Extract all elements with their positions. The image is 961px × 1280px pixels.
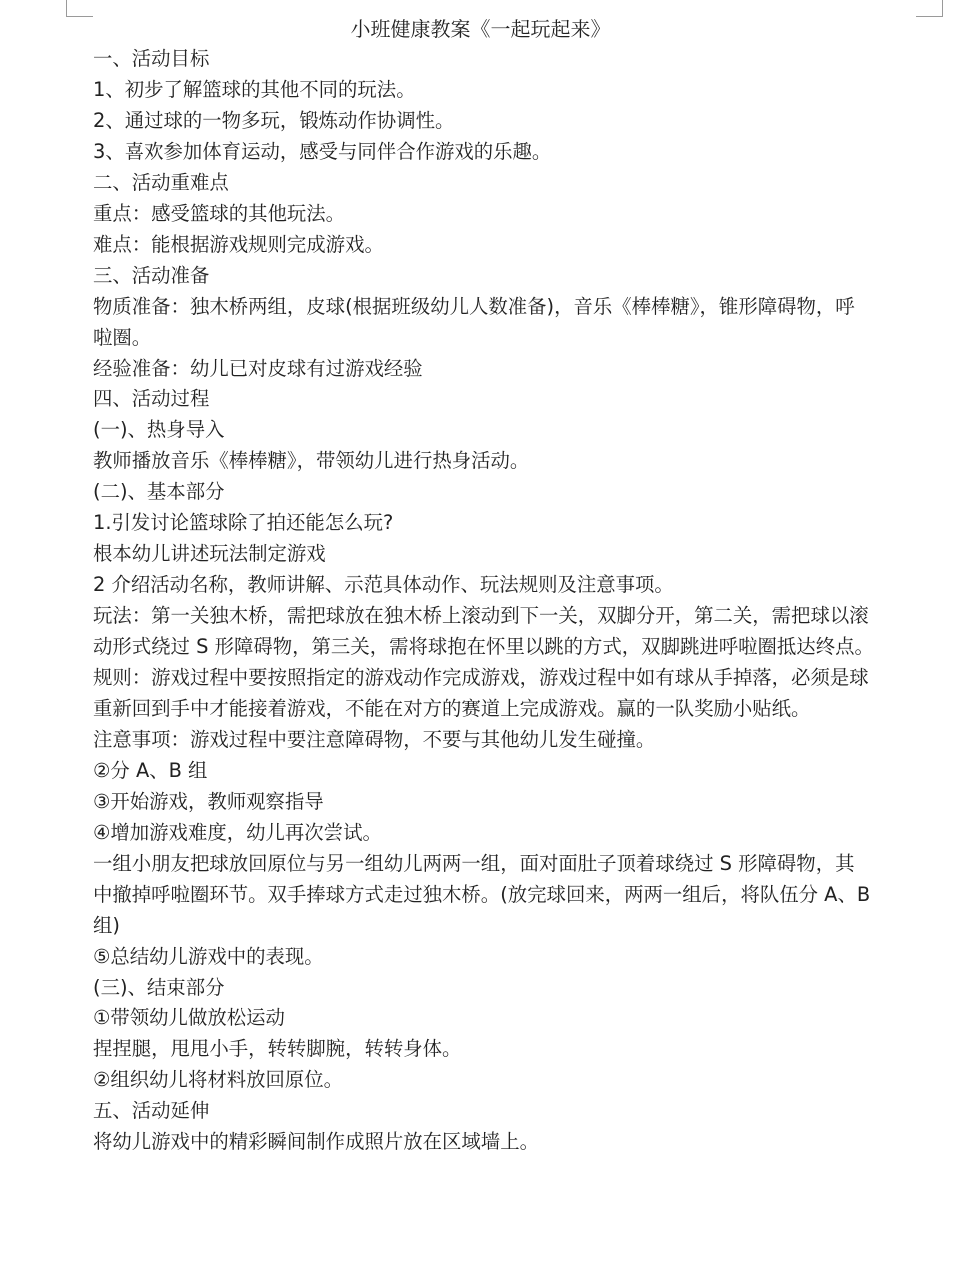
document-line: (一)、热身导入 <box>93 418 225 442</box>
document-line: 2、通过球的一物多玩，锻炼动作协调性。 <box>93 108 455 132</box>
document-line: 二、活动重难点 <box>93 170 229 194</box>
document-title: 小班健康教案《一起玩起来》 <box>350 17 611 41</box>
document-line: 物质准备：独木桥两组，皮球(根据班级幼儿人数准备)，音乐《棒棒糖》，锥形障碍物，呼 <box>93 294 855 318</box>
document-line: 根本幼儿讲述玩法制定游戏 <box>93 542 326 566</box>
document-line: 重新回到手中才能接着游戏，不能在对方的赛道上完成游戏。赢的一队奖励小贴纸。 <box>93 696 811 720</box>
document-line: 重点：感受篮球的其他玩法。 <box>93 201 346 225</box>
document-line: ④增加游戏难度，幼儿再次尝试。 <box>93 820 382 844</box>
document-line: 一组小朋友把球放回原位与另一组幼儿两两一组，面对面肚子顶着球绕过 S 形障碍物，其 <box>93 851 855 875</box>
document-line: 三、活动准备 <box>93 263 210 287</box>
document-line: ①带领幼儿做放松运动 <box>93 1006 285 1030</box>
document-line: 组) <box>93 913 120 937</box>
document-line: 注意事项：游戏过程中要注意障碍物，不要与其他幼儿发生碰撞。 <box>93 727 656 751</box>
document-line: (二)、基本部分 <box>93 480 225 504</box>
document-line: 2 介绍活动名称，教师讲解、示范具体动作、玩法规则及注意事项。 <box>93 573 674 597</box>
document-line: 难点：能根据游戏规则完成游戏。 <box>93 232 384 256</box>
document-line: ⑤总结幼儿游戏中的表现。 <box>93 944 324 968</box>
document-line: 一、活动目标 <box>93 47 210 70</box>
document-line: 1.引发讨论篮球除了拍还能怎么玩? <box>93 511 394 535</box>
document-line: 规则：游戏过程中要按照指定的游戏动作完成游戏，游戏过程中如有球从手掉落，必须是球 <box>93 666 869 689</box>
document-line: 1、初步了解篮球的其他不同的玩法。 <box>93 77 416 101</box>
document-line: 啦圈。 <box>93 325 152 349</box>
document-line: ②组织幼儿将材料放回原位。 <box>93 1068 344 1092</box>
document-line: 五、活动延伸 <box>93 1099 210 1123</box>
document-line: 四、活动过程 <box>93 387 210 411</box>
document-line: ②分 A、B 组 <box>93 758 208 782</box>
document-line: 经验准备：幼儿已对皮球有过游戏经验 <box>93 356 423 380</box>
document-line: 玩法：第一关独木桥，需把球放在独木桥上滚动到下一关，双脚分开，第二关，需把球以滚 <box>93 604 869 628</box>
document-line: 3、喜欢参加体育运动，感受与同伴合作游戏的乐趣。 <box>93 139 552 163</box>
document-line: 动形式绕过 S 形障碍物，第三关，需将球抱在怀里以跳的方式，双脚跳进呼啦圈抵达终点。 <box>93 635 874 659</box>
document-line: 中撤掉呼啦圈环节。双手捧球方式走过独木桥。(放完球回来，两两一组后，将队伍分 A、B <box>93 882 871 906</box>
document-line: (三)、结束部分 <box>93 975 225 999</box>
document-line: 将幼儿游戏中的精彩瞬间制作成照片放在区域墙上。 <box>93 1130 539 1154</box>
document-line: ③开始游戏，教师观察指导 <box>93 789 324 813</box>
document-line: 教师播放音乐《棒棒糖》，带领幼儿进行热身活动。 <box>93 449 530 473</box>
document-line: 捏捏腿，甩甩小手，转转脚腕，转转身体。 <box>93 1037 462 1061</box>
